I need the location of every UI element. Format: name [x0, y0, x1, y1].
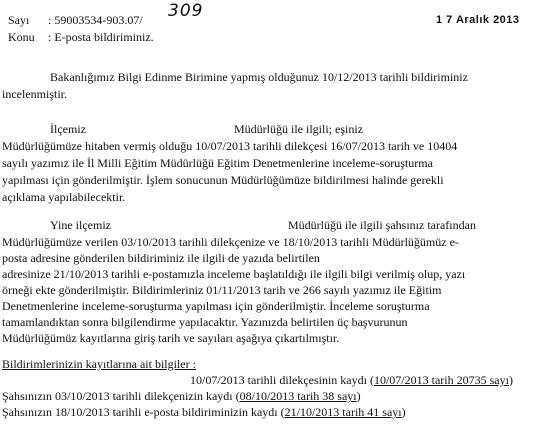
paragraph-2-line-3: sayılı yazımız ile İl Milli Eğitim Müdürlüğü Eğitim Denetmenlerine inceleme-soruşturma: [2, 156, 433, 170]
paragraph-2-line-2: Müdürlüğümüze hitaben vermiş olduğu 10/07/2013 tarihli dilekçesi 16/07/2013 tarih ve 10404: [2, 139, 458, 153]
paragraph-3-line-5: örneği ekte gönderilmiştir. Bildirimleriniz 01/11/2013 tarih ve 266 sayılı yazımız ile Eğitim: [2, 283, 442, 297]
paragraph-2-line-5: açıklama yapılabilecektir.: [2, 190, 126, 204]
record-item: [190, 373, 513, 387]
paragraph-2-line-1b: Müdürlüğü ile ilgili; eşiniz: [234, 122, 363, 136]
paragraph-3-line-8: Müdürlüğümüz kayıtlarına giriş tarih ve sayıları aşağıya çıkartılmıştır.: [2, 331, 340, 345]
konu-label: Konu: [8, 30, 35, 44]
sayi-handwritten-number: 309: [168, 1, 204, 21]
date-stamp: 1 7 Aralık 2013: [436, 14, 520, 26]
paragraph-3-line-7: tamamlandıktan sonra bilgilendirme yapılacaktır. Yazınızda belirtilen üç başvurunun: [2, 315, 408, 329]
paragraph-1-line-1: Bakanlığımız Bilgi Edinme Birimine yapmış olduğunuz 10/12/2013 tarihli bildiriminiz: [50, 70, 468, 84]
record-item: [2, 405, 406, 419]
record-item-ref: 21/10/2013 tarih 41 sayı: [284, 405, 402, 419]
record-item-text: Şahsınızın 18/10/2013 tarihli e-posta bildiriminizin kaydı (: [2, 405, 285, 419]
paragraph-1-line-2: incelenmiştir.: [2, 87, 67, 101]
record-item-close: ): [508, 373, 513, 387]
record-item-text: 10/07/2013 tarihli dilekçesinin kaydı (: [190, 373, 374, 387]
records-heading: Bildirimlerinizin kayıtlarına ait bilgiler :: [2, 357, 196, 371]
paragraph-3-line-6: Denetmenlerine inceleme-soruşturma yapılması için gönderilmiştir. İnceleme soruşturma: [2, 299, 430, 313]
paragraph-2-line-4: yapılması için gönderilmiştir. İşlem sonucunun Müdürlüğümüze bildirilmesi halinde gerekli: [2, 173, 444, 187]
paragraph-3-line-4: adresinize 21/10/2013 tarihli e-postamızla inceleme başlatıldığı ile ilgili bilgi verilmiş olup, yazı: [2, 267, 466, 281]
record-item-ref: 08/10/2013 tarih 38 sayı: [239, 389, 357, 403]
paragraph-3-line-3: posta adresine gönderilen bildiriminiz ile ilgili de yazıda belirtilen: [2, 251, 320, 265]
sayi-value: : 59003534-903.07/: [48, 13, 143, 27]
paragraph-3-line-2: Müdürlüğümüze verilen 03/10/2013 tarihli dilekçenize ve 18/10/2013 tarihli Müdürlüğümüz e-: [2, 235, 459, 249]
record-item-close: ): [401, 405, 406, 419]
paragraph-3-line-1a: Yine ilçemiz: [50, 218, 111, 232]
record-item-close: ): [356, 389, 361, 403]
konu-value: : E-posta bildiriminiz.: [48, 30, 154, 44]
record-item: [2, 389, 361, 403]
record-item-ref: 10/07/2013 tarih 20735 sayı: [373, 373, 509, 387]
sayi-label: Sayı: [8, 13, 30, 27]
paragraph-2-line-1a: İlçemiz: [50, 122, 86, 136]
paragraph-3-line-1b: Müdürlüğü ile ilgili şahsınız tarafından: [288, 218, 476, 232]
record-item-text: Şahsınızın 03/10/2013 tarihli dilekçenizin kaydı (: [2, 389, 240, 403]
